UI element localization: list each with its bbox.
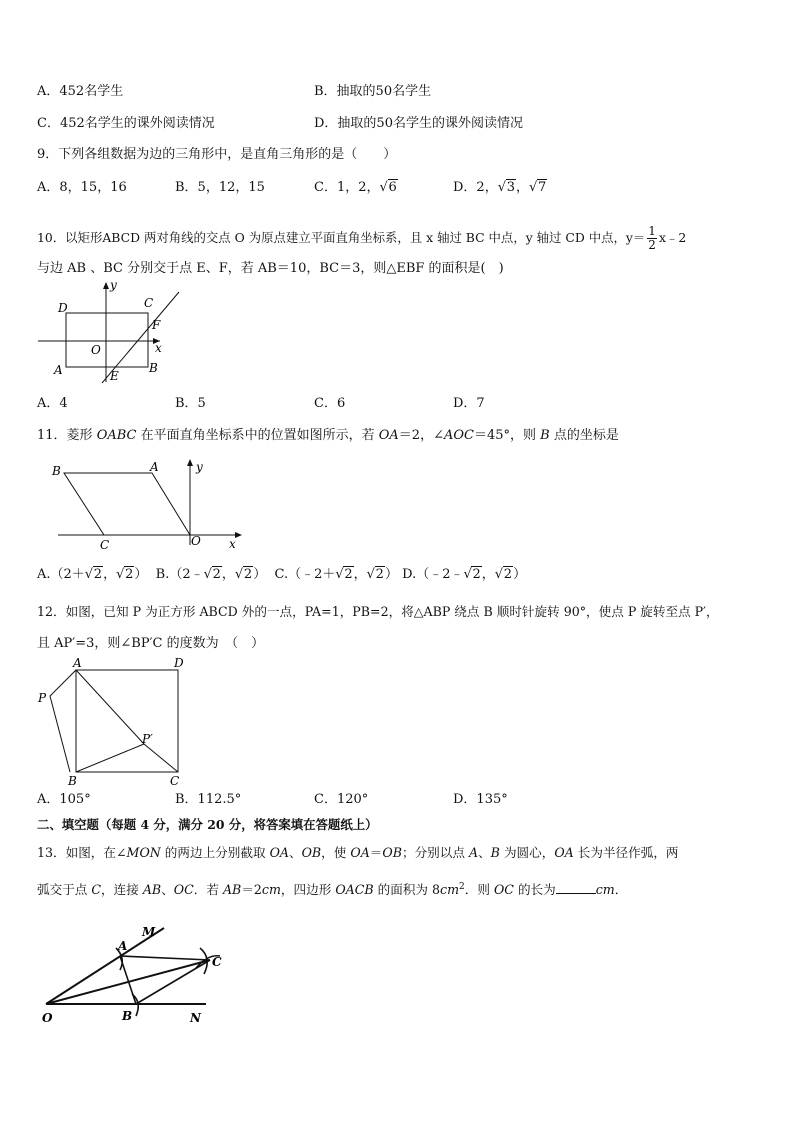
segment-ap-prime <box>76 670 144 744</box>
radicand: 2 <box>93 567 103 582</box>
q9-option-c-text: C．1，2， <box>314 180 380 195</box>
q13-superscript: 2 <box>459 882 465 892</box>
q11-option-c-text: C.（﹣2＋ <box>274 567 336 582</box>
section-heading: 二、填空题（每题 4 分，满分 20 分，将答案填在答题纸上） <box>37 817 378 832</box>
triangle-abp <box>50 670 76 772</box>
q10-option-d: D．7 <box>453 396 485 411</box>
sqrt-symbol <box>529 180 547 196</box>
q13-math: OC <box>173 882 194 898</box>
frac-denominator: 2 <box>648 238 656 252</box>
q12-stem-line2: 且 AP′=3，则∠BP′C 的度数为 （ ） <box>37 636 265 651</box>
q9-option-b: B．5，12，15 <box>175 180 265 195</box>
q13-text: 长为半径作弧，两 <box>573 845 679 860</box>
q11-option-d-text: D.（﹣2﹣ <box>402 567 464 582</box>
radicand: 2 <box>472 567 481 582</box>
label-b: B <box>68 774 77 788</box>
label-b: B <box>52 464 61 478</box>
q11-stem <box>37 428 619 444</box>
sqrt-symbol <box>204 567 222 583</box>
q13-math: AB <box>222 882 242 898</box>
segment-p-prime-c <box>144 744 178 772</box>
q10-option-a: A．4 <box>37 396 68 411</box>
q13-text: 、 <box>288 845 302 860</box>
label-a: A <box>73 656 82 670</box>
label-o: O <box>191 534 201 548</box>
label-e: E <box>110 369 119 383</box>
q13-math: OA <box>350 845 370 860</box>
radicand: 2 <box>344 567 353 582</box>
q9-option-c <box>314 180 398 196</box>
q10-option-b: B．5 <box>175 396 206 411</box>
label-p: P <box>38 691 47 705</box>
label-o: O <box>42 1011 53 1025</box>
q13-text: ． <box>614 882 628 898</box>
q9-option-d-text: D．2， <box>453 180 498 195</box>
q10-stem-line1 <box>37 225 686 252</box>
square-abcd <box>76 670 178 772</box>
q11-options <box>37 567 526 583</box>
q10-stem-text: 10．以矩形ABCD 两对角线的交点 O 为原点建立平面直角坐标系，且 x 轴过 BC 中点，y 轴过 CD 中点，y＝ <box>37 230 646 245</box>
q11-option-a-text: A.（2＋ <box>37 567 85 582</box>
segment-ac <box>120 956 210 960</box>
label-f: F <box>152 318 161 332</box>
q11-option-d-text: ， <box>481 567 495 582</box>
sqrt-symbol <box>85 567 103 583</box>
sqrt-symbol <box>116 567 134 583</box>
q13-math: OA <box>554 845 574 860</box>
label-x: x <box>155 341 162 355</box>
label-y: y <box>110 278 117 292</box>
q13-text: ．若 <box>193 882 223 898</box>
label-b: B <box>122 1009 133 1023</box>
q13-text: ＝2 <box>241 882 262 898</box>
q12-option-a: A．105° <box>37 792 91 807</box>
q12-option-b: B．112.5° <box>175 792 242 807</box>
label-x: x <box>229 537 236 551</box>
q13-text: ．则 <box>464 882 494 898</box>
q11-text: 11．菱形 <box>37 428 97 443</box>
label-m: M <box>142 925 156 939</box>
rhombus-oabc <box>64 473 190 535</box>
sqrt-symbol <box>235 567 253 583</box>
q10-stem-tail: x﹣2 <box>658 230 687 245</box>
q9-option-d-radicand-2: 7 <box>538 180 547 195</box>
q11-math-oa: OA <box>378 428 399 443</box>
q9-option-d-radicand-1: 3 <box>506 180 515 195</box>
y-axis-arrow <box>103 282 109 289</box>
q9-option-d <box>453 180 547 196</box>
segment-bc <box>136 960 210 1004</box>
y-axis-arrow <box>187 459 193 466</box>
q10-stem-line2: 与边 AB 、BC 分别交于点 E、F，若 AB＝10，BC＝3，则△EBF 的面积是( ) <box>37 261 504 276</box>
ray-om <box>46 928 164 1004</box>
q13-text: 的面积为 8 <box>373 882 441 898</box>
label-d: D <box>58 301 68 315</box>
q10-fraction <box>647 225 657 252</box>
q11-option-c-text: ， <box>353 567 367 582</box>
q8-option-b: B．抽取的50名学生 <box>314 84 432 99</box>
q12-stem-line1: 12．如图，已知 P 为正方形 ABCD 外的一点，PA=1，PB=2，将△ABP 绕点 B 顺时针旋转 90°，使点 P 旋转至点 P′， <box>37 604 719 619</box>
q13-text: 13．如图，在∠ <box>37 845 127 860</box>
q13-text: ；分别以点 <box>401 845 469 860</box>
q13-math: OB <box>301 845 322 860</box>
q13-math: cm <box>595 882 615 898</box>
sqrt-symbol <box>463 567 481 583</box>
label-c: C <box>100 538 110 552</box>
sqrt-symbol <box>335 567 353 583</box>
q13-text: ，使 <box>321 845 351 860</box>
q11-option-c <box>274 567 397 582</box>
q13-math: OACB <box>335 882 374 898</box>
x-axis-arrow <box>235 532 242 538</box>
q11-option-b <box>156 567 267 582</box>
q8-option-d: D．抽取的50名学生的课外阅读情况 <box>314 116 523 131</box>
q11-figure <box>44 455 254 555</box>
q12-option-c: C．120° <box>314 792 369 807</box>
q11-option-a-text: ， <box>103 567 117 582</box>
q11-text: ，则 <box>510 428 541 443</box>
radicand: 2 <box>375 567 384 582</box>
q13-text: 、 <box>478 845 491 860</box>
radicand: 2 <box>125 567 134 582</box>
answer-blank[interactable] <box>556 881 596 894</box>
sqrt-symbol <box>498 180 516 196</box>
label-p-prime: P′ <box>142 732 153 746</box>
q13-math: AB <box>142 882 162 898</box>
rectangle-abcd <box>66 313 148 367</box>
q13-math: cm <box>261 882 281 898</box>
q13-figure <box>36 918 236 1028</box>
q11-option-b-text: ， <box>221 567 235 582</box>
q11-option-d-text: ） <box>513 567 527 582</box>
label-a: A <box>150 460 159 474</box>
radicand: 2 <box>503 567 513 582</box>
q13-text: 的两边上分别截取 <box>160 845 270 860</box>
label-b: B <box>149 361 158 375</box>
q13-text: ，连接 <box>101 882 143 898</box>
q13-text: 、 <box>161 882 174 898</box>
q13-math: A <box>468 845 479 860</box>
q13-text: 为圆心， <box>499 845 555 860</box>
label-c: C <box>212 955 222 969</box>
q13-math: OB <box>382 845 402 860</box>
label-a: A <box>118 939 128 953</box>
label-c: C <box>170 774 180 788</box>
label-y: y <box>196 460 203 474</box>
sqrt-symbol <box>495 567 513 583</box>
sqrt-symbol <box>380 180 398 196</box>
q13-stem-line2 <box>37 879 627 898</box>
label-c: C <box>144 296 154 310</box>
q12-option-d: D．135° <box>453 792 508 807</box>
q11-text: ＝45° <box>473 428 511 443</box>
q13-text: 弧交于点 <box>37 882 92 898</box>
q13-math: MON <box>126 845 161 860</box>
q13-math: C <box>91 882 102 898</box>
q11-math-oabc: OABC <box>96 428 137 443</box>
q9-option-d-sep: ， <box>515 180 529 195</box>
q13-text: ，四边形 <box>280 882 336 898</box>
q13-math: OC <box>493 882 514 898</box>
q10-figure <box>36 278 186 388</box>
q9-stem: 9．下列各组数据为边的三角形中，是直角三角形的是（ ） <box>37 147 397 162</box>
q11-option-b-text: ） <box>253 567 267 582</box>
label-a: A <box>54 363 63 377</box>
q11-option-c-text: ） <box>384 567 398 582</box>
q10-option-c: C．6 <box>314 396 346 411</box>
frac-numerator: 1 <box>648 224 656 238</box>
radicand: 2 <box>243 567 253 582</box>
q13-math: cm <box>440 882 460 898</box>
q11-text: 点的坐标是 <box>549 428 619 443</box>
q11-option-b-text: B.（2﹣ <box>155 567 204 582</box>
q11-text: ＝2，∠ <box>398 428 444 443</box>
q13-text: 的长为 <box>513 882 556 898</box>
segment-bp-prime <box>76 744 144 772</box>
q11-math-aoc: AOC <box>443 428 474 443</box>
q11-text: 在平面直角坐标系中的位置如图所示，若 <box>136 428 379 443</box>
q11-math-b: B <box>540 428 550 443</box>
q9-option-c-radicand: 6 <box>388 180 397 195</box>
q13-math: B <box>490 845 500 860</box>
q8-option-c: C．452名学生的课外阅读情况 <box>37 116 215 131</box>
label-d: D <box>174 656 184 670</box>
q9-option-a: A．8，15，16 <box>37 180 127 195</box>
q13-text: ＝ <box>369 845 383 860</box>
q13-stem-line1 <box>37 845 679 861</box>
q11-option-a <box>37 567 147 582</box>
q11-option-d <box>402 567 526 582</box>
radicand: 2 <box>212 567 221 582</box>
q12-figure <box>36 654 196 788</box>
q11-option-a-text: ） <box>134 567 148 582</box>
sqrt-symbol <box>367 567 385 583</box>
q8-option-a: A．452名学生 <box>37 84 124 99</box>
label-n: N <box>190 1011 201 1025</box>
label-o: O <box>91 343 101 357</box>
q13-math: OA <box>269 845 289 860</box>
